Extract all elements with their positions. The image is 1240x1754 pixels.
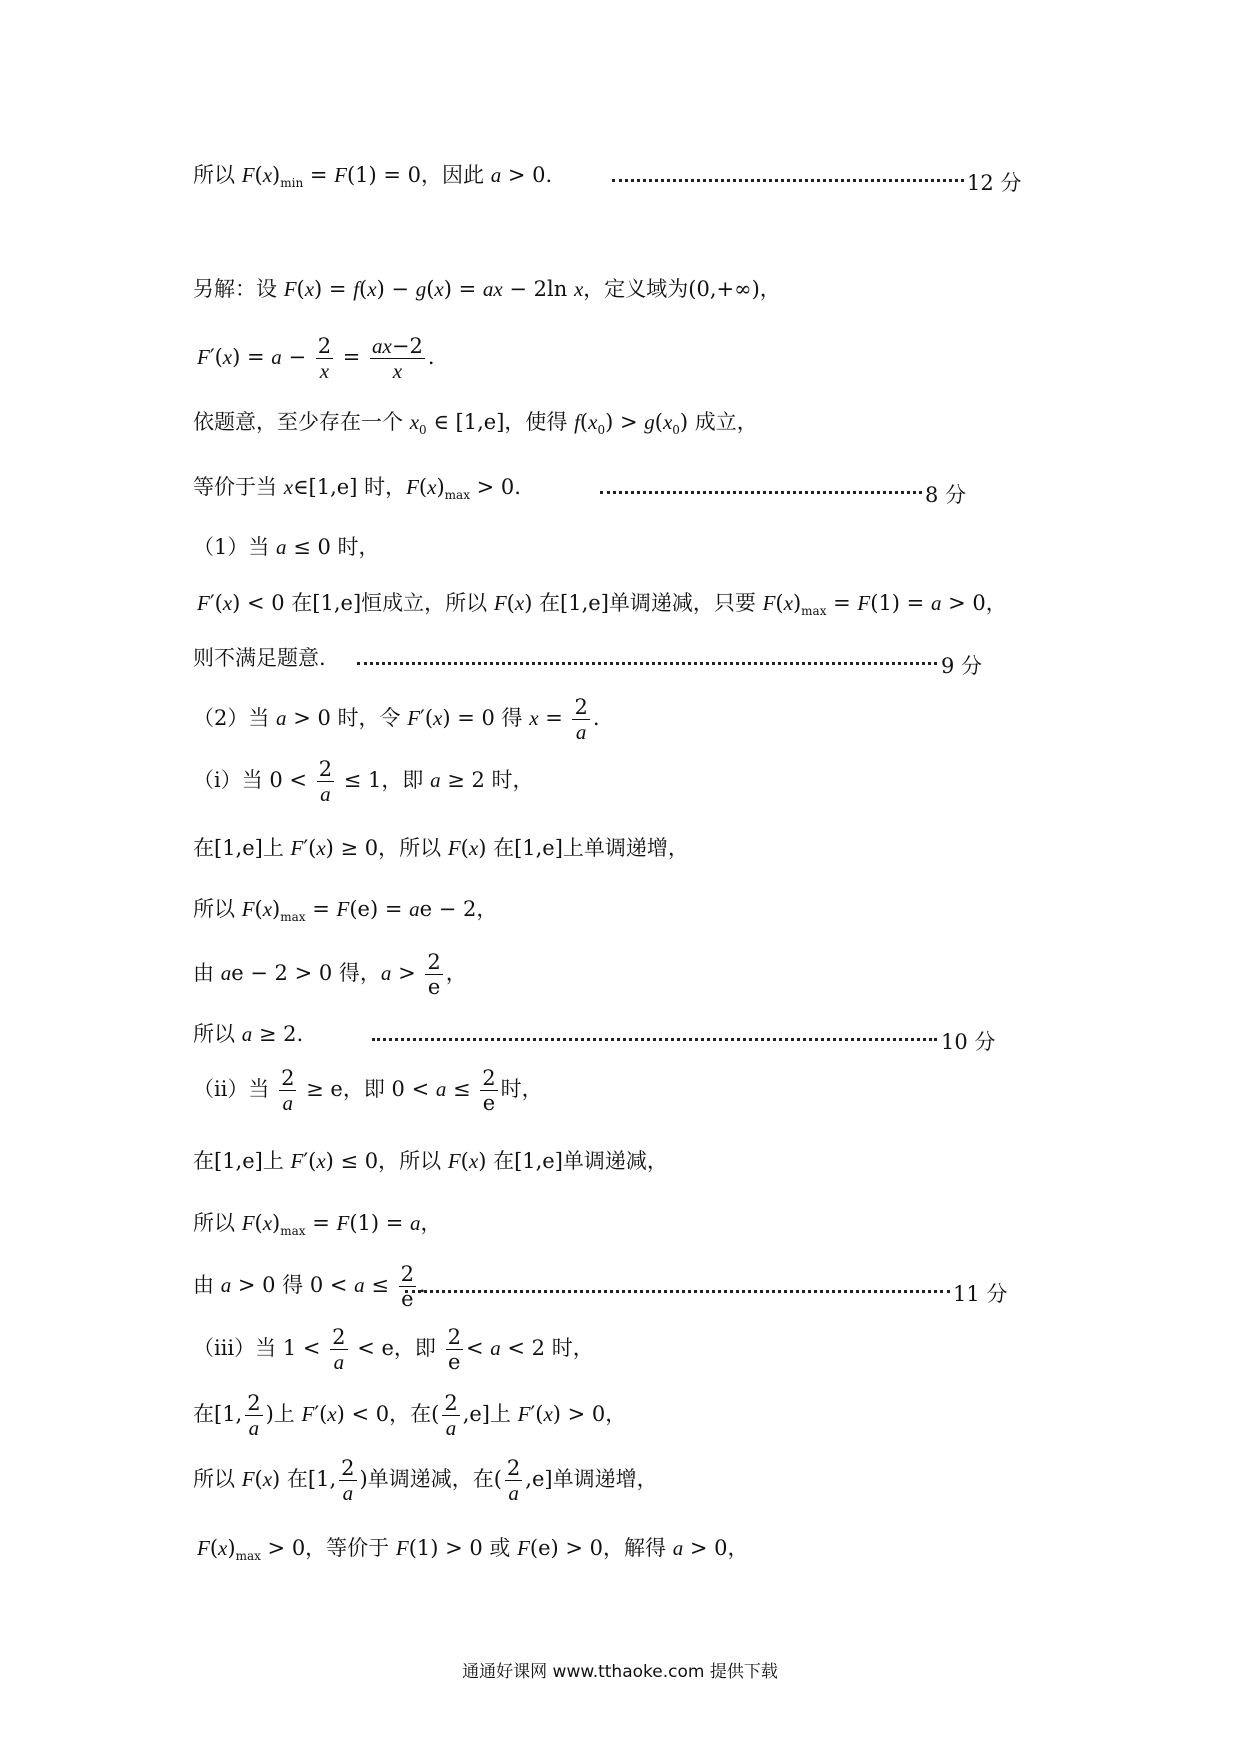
score-10: 10 分 <box>941 1030 996 1054</box>
score-12: 12 分 <box>967 171 1022 195</box>
solution-line-12: 所以 $F(x)_{max} = F(e)$ = ae − 2， <box>193 897 498 925</box>
solution-line-4: 依题意，至少存在一个 $x_0$ ∈ [1,e]，使得 $f(x_0) > g(x_0)$ 成立， <box>193 410 758 438</box>
score-11: 11 分 <box>953 1282 1008 1306</box>
solution-line-14: 所以 a ≥ 2. <box>193 1022 304 1046</box>
score-8: 8 分 <box>925 483 967 507</box>
solution-line-19: （ⅲ）当 1 < $\frac{2}{a}$ < e，即 $\frac{2}{e}$ < a < 2 时， <box>193 1325 594 1375</box>
solution-line-9: （2）当 a > 0 时，令 F′(x) = 0 得 x = $\frac{2}{a}$ . <box>193 695 600 745</box>
solution-line-13: 由 ae − 2 > 0 得，a > $\frac{2}{e}$ ， <box>193 950 467 1000</box>
solution-line-5: 等价于当 x∈[1,e] 时，$F(x)_{max} > 0$. <box>193 475 521 503</box>
solution-line-8: 则不满足题意. <box>193 646 326 670</box>
solution-line-17: 所以 $F(x)_{max} = F(1) = a$， <box>193 1211 442 1239</box>
solution-line-21: 所以 F(x) 在[1, $\frac{2}{a}$ )单调递减，在( $\frac{2}{a}$ ,e]单调递增， <box>193 1456 658 1506</box>
solution-line-18: 由 a > 0 得 0 < a ≤ $\frac{2}{e}$ . <box>193 1262 426 1312</box>
leader-dots <box>612 178 964 182</box>
leader-dots <box>372 1037 937 1041</box>
score-9: 9 分 <box>941 654 983 678</box>
solution-line-1: 所以 $F(x)_{min} = F(1) = 0$，因此 a > 0. <box>193 163 553 191</box>
solution-line-10: （ⅰ）当 0 < $\frac{2}{a}$ ≤ 1，即 a ≥ 2 时， <box>193 757 534 807</box>
leader-dots <box>405 1289 950 1293</box>
solution-line-6: （1）当 a ≤ 0 时， <box>193 535 380 559</box>
solution-line-15: （ⅱ）当 $\frac{2}{a}$ ≥ e，即 0 < a ≤ $\frac{2}{e}$ 时， <box>193 1066 543 1116</box>
footer-source: 通通好课网 www.tthaoke.com 提供下载 <box>462 1662 778 1682</box>
solution-line-7: F′(x) < 0 在[1,e]恒成立，所以 F(x) 在[1,e]单调递减，只要 $F(x)_{max} = F(1) = a > 0$， <box>197 591 1007 619</box>
leader-dots <box>600 490 922 494</box>
solution-line-16: 在[1,e]上 F′(x) ≤ 0，所以 F(x) 在[1,e]单调递减， <box>193 1149 668 1173</box>
leader-dots <box>357 661 937 665</box>
solution-line-20: 在[1, $\frac{2}{a}$ )上 F′(x) < 0，在( $\frac{2}{a}$ ,e]上 F′(x) > 0， <box>193 1391 627 1441</box>
solution-line-2: 另解：设 F(x) = f(x) − g(x) = ax − 2ln x，定义域为(0,+∞)， <box>193 277 781 301</box>
solution-line-3: F′(x) = a − $\frac{2}{x}$ = $\frac{ax-2}{x}$ . <box>197 334 435 384</box>
solution-line-22: $F(x)_{max} > 0$，等价于 F(1) > 0 或 F(e) > 0，解得 a > 0， <box>197 1536 749 1564</box>
solution-line-11: 在[1,e]上 F′(x) ≥ 0，所以 F(x) 在[1,e]上单调递增， <box>193 836 689 860</box>
